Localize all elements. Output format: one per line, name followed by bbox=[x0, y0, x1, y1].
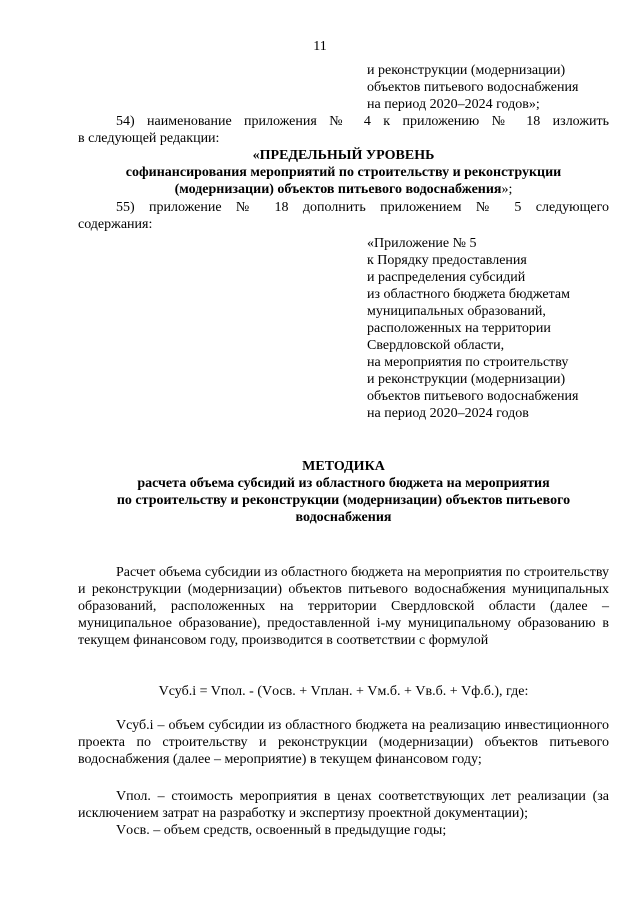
appendix-line: к Порядку предоставления bbox=[367, 253, 527, 268]
appendix-line: «Приложение № 5 bbox=[367, 236, 477, 251]
appendix-line: из областного бюджета бюджетам bbox=[367, 287, 570, 302]
calculation-paragraph: Расчет объема субсидии из областного бюджета на мероприятия по строительству и реконструкции (модернизации) объектов питьевого водоснабжения муниципальных образований, расположенных на территории Свердловской области (далее – муниципальное образование), предоставленной i-му муниципальному образованию в текущем финансовом году, производится в соответствии с формулой bbox=[78, 565, 609, 648]
subsidy-formula: Vсуб.i = Vпол. - (Vосв. + Vплан. + Vм.б. + Vв.б. + Vф.б.), где: bbox=[158, 684, 529, 699]
definition-v-osv: Vосв. – объем средств, освоенный в предыдущие годы; bbox=[116, 823, 447, 838]
limit-level-heading bbox=[78, 147, 609, 198]
appendix-line: объектов питьевого водоснабжения bbox=[367, 389, 579, 404]
method-heading bbox=[78, 458, 609, 526]
method-subtitle-line: водоснабжения bbox=[295, 510, 392, 525]
definition-v-sub: Vсуб.i – объем субсидии из областного бюджета на реализацию инвестиционного проекта по строительству и реконструкции (модернизации) объектов питьевого водоснабжения (далее – мероприятие) в текущем финансовом году; bbox=[78, 718, 609, 767]
definition-v-pol: Vпол. – стоимость мероприятия в ценах соответствующих лет реализации (за исключением затрат на разработку и экспертизу проектной документации); bbox=[78, 789, 609, 821]
reference-line: на период 2020–2024 годов»; bbox=[367, 97, 540, 112]
appendix-line: Свердловской области, bbox=[367, 338, 505, 353]
appendix-reference-block bbox=[367, 62, 578, 113]
heading-line: софинансирования мероприятий по строительству и реконструкции bbox=[125, 165, 562, 180]
reference-line: и реконструкции (модернизации) bbox=[367, 63, 566, 78]
method-title: МЕТОДИКА bbox=[302, 459, 385, 474]
item-55-line: содержания: bbox=[78, 217, 153, 232]
appendix-line: муниципальных образований, bbox=[367, 304, 546, 319]
item-54-paragraph bbox=[78, 113, 609, 147]
appendix-line: на мероприятия по строительству bbox=[367, 355, 569, 370]
method-subtitle-line: расчета объема субсидий из областного бюджета на мероприятия bbox=[137, 476, 550, 491]
heading-line bbox=[78, 181, 609, 198]
reference-line: объектов питьевого водоснабжения bbox=[367, 80, 579, 95]
item-55-line: 55) приложение № 18 дополнить приложением № 5 следующего bbox=[116, 200, 609, 215]
heading-line-tail: »; bbox=[501, 182, 513, 197]
appendix-line: и распределения субсидий bbox=[367, 270, 526, 285]
item-54-line: в следующей редакции: bbox=[78, 131, 220, 146]
item-55-paragraph bbox=[78, 199, 609, 233]
appendix-line: на период 2020–2024 годов bbox=[367, 406, 529, 421]
method-subtitle-line: по строительству и реконструкции (модернизации) объектов питьевого bbox=[116, 493, 571, 508]
appendix-line: и реконструкции (модернизации) bbox=[367, 372, 566, 387]
page-number: 11 bbox=[313, 39, 327, 54]
appendix-line: расположенных на территории bbox=[367, 321, 551, 336]
item-54-line: 54) наименование приложения № 4 к приложению № 18 изложить bbox=[116, 114, 609, 129]
heading-line-text: (модернизации) объектов питьевого водоснабжения bbox=[174, 182, 502, 197]
appendix-header-block bbox=[367, 235, 578, 422]
heading-line: «ПРЕДЕЛЬНЫЙ УРОВЕНЬ bbox=[252, 148, 435, 163]
